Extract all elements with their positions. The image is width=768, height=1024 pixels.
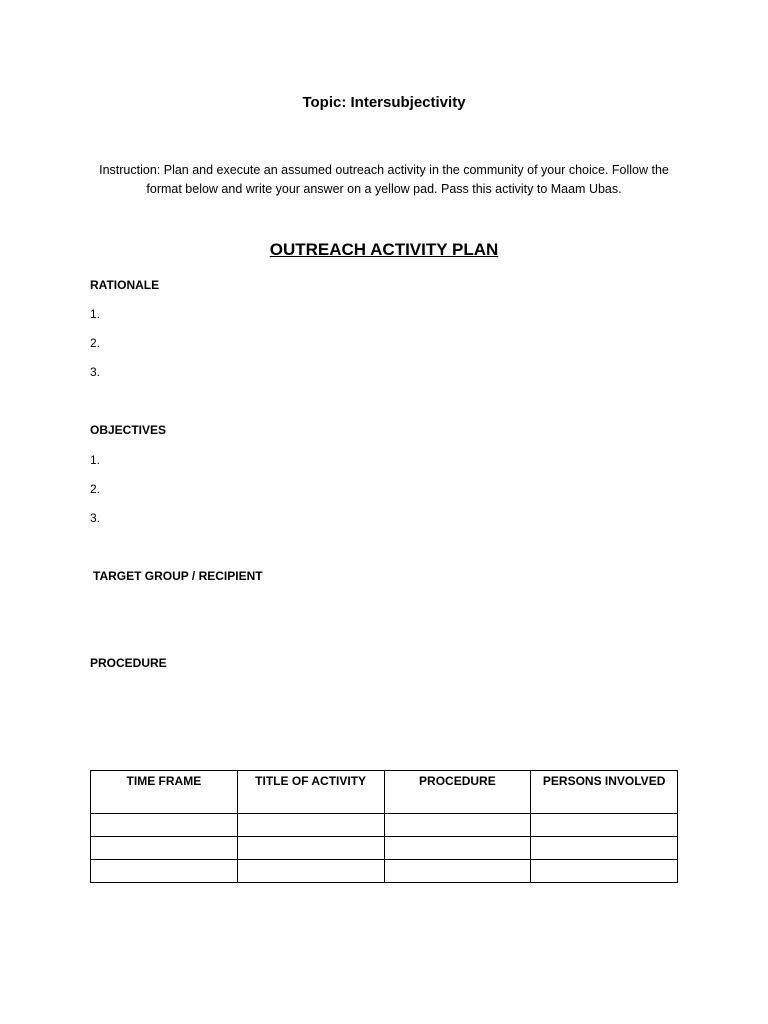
instruction-line-2: format below and write your answer on a yellow pad. Pass this activity to Maam Ubas. bbox=[146, 182, 622, 196]
objectives-item-1: 1. bbox=[90, 453, 101, 467]
table-row bbox=[91, 837, 678, 860]
table-cell bbox=[531, 860, 678, 883]
column-header-procedure: PROCEDURE bbox=[384, 771, 531, 814]
column-header-title-of-activity: TITLE OF ACTIVITY bbox=[237, 771, 384, 814]
instruction-text bbox=[85, 161, 683, 199]
instruction-line-1: Instruction: Plan and execute an assumed outreach activity in the community of your choice. Follow the bbox=[99, 163, 669, 177]
table-cell bbox=[384, 837, 531, 860]
column-header-time-frame: TIME FRAME bbox=[91, 771, 238, 814]
table-cell bbox=[237, 814, 384, 837]
topic-heading: Topic: Intersubjectivity bbox=[302, 94, 466, 111]
rationale-item-1: 1. bbox=[90, 307, 101, 321]
table-cell bbox=[237, 837, 384, 860]
target-group-heading: TARGET GROUP / RECIPIENT bbox=[93, 569, 263, 583]
table-row bbox=[91, 814, 678, 837]
table-cell bbox=[384, 860, 531, 883]
objectives-item-2: 2. bbox=[90, 482, 101, 496]
table-header-row bbox=[91, 771, 678, 814]
table-cell bbox=[91, 860, 238, 883]
table-cell bbox=[384, 814, 531, 837]
rationale-item-3: 3. bbox=[90, 365, 101, 379]
table-row bbox=[91, 860, 678, 883]
rationale-heading: RATIONALE bbox=[90, 278, 160, 292]
table-cell bbox=[91, 837, 238, 860]
objectives-item-3: 3. bbox=[90, 511, 101, 525]
procedure-heading: PROCEDURE bbox=[90, 656, 167, 670]
column-header-persons-involved: PERSONS INVOLVED bbox=[531, 771, 678, 814]
table-cell bbox=[237, 860, 384, 883]
objectives-heading: OBJECTIVES bbox=[90, 423, 167, 437]
table-cell bbox=[531, 814, 678, 837]
rationale-item-2: 2. bbox=[90, 336, 101, 350]
page-title: OUTREACH ACTIVITY PLAN bbox=[269, 240, 499, 259]
table-cell bbox=[91, 814, 238, 837]
table-cell bbox=[531, 837, 678, 860]
activity-plan-table bbox=[90, 770, 678, 883]
